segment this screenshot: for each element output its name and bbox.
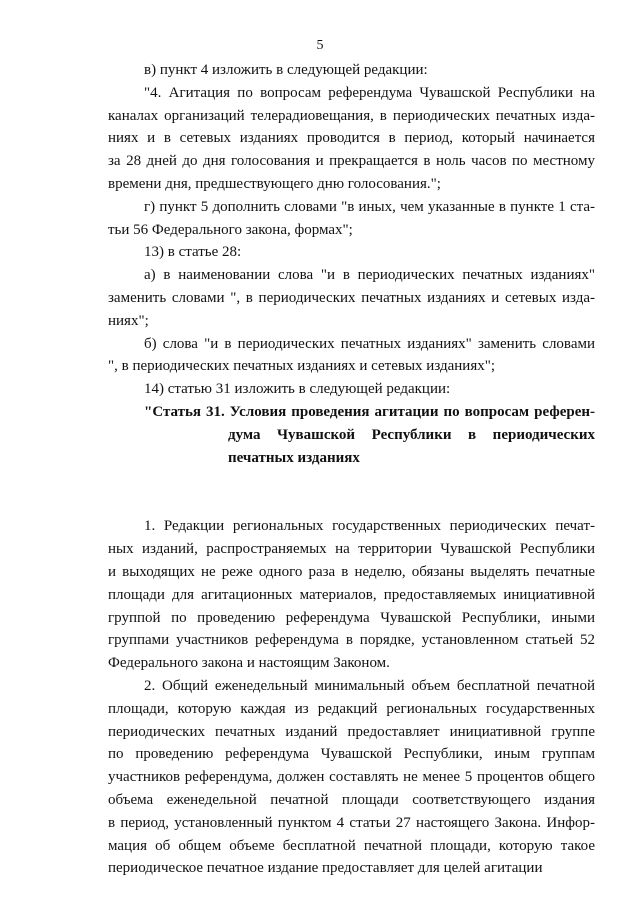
text-line: периодическое печатное издание предоставляет для целей агитации xyxy=(108,860,543,877)
text-line: каналах организаций телерадиовещания, в периодических печатных изда- xyxy=(108,107,595,124)
text-line: площади, которую каждая из редакций региональных государственных xyxy=(108,700,595,717)
text-line: а) в наименовании слова "и в периодических печатных изданиях" xyxy=(144,267,595,284)
text-line: заменить словами ", в периодических печатных изданиях и сетевых изда- xyxy=(108,289,595,306)
article-heading-line-3: печатных изданиях xyxy=(228,449,360,466)
page-number: 5 xyxy=(316,38,324,53)
article-heading-line-2: дума Чувашской Республики в периодических xyxy=(228,426,595,443)
text-line: времени дня, предшествующего дню голосования."; xyxy=(108,175,441,192)
text-line: г) пункт 5 дополнить словами "в иных, чем указанные в пункте 1 ста- xyxy=(144,198,595,215)
text-line: тьи 56 Федерального закона, формах"; xyxy=(108,221,353,238)
paragraph xyxy=(108,515,595,675)
paragraph xyxy=(108,82,595,196)
article-heading xyxy=(108,401,595,469)
text-line: объема еженедельной печатной площади соответствующего издания xyxy=(108,791,595,808)
paragraph xyxy=(108,675,595,880)
text-line: "4. Агитация по вопросам референдума Чувашской Республики на xyxy=(144,84,595,101)
text-line: ", в периодических печатных изданиях и сетевых изданиях"; xyxy=(108,358,496,375)
article-body xyxy=(108,515,595,880)
amendments-section xyxy=(108,59,595,401)
text-line: мация об общем объеме бесплатной печатной площади, которую такое xyxy=(108,837,595,854)
text-line: ниях"; xyxy=(108,312,149,329)
text-line: по проведению референдума Чувашской Республики, иным группам xyxy=(108,746,595,763)
text-line: участников референдума, должен составлять не менее 5 процентов общего xyxy=(108,769,595,786)
text-line: и выходящих не реже одного раза в неделю, обязаны выделять печатные xyxy=(108,563,595,580)
text-line: 14) статью 31 изложить в следующей редакции: xyxy=(144,381,451,398)
text-line: 13) в статье 28: xyxy=(144,244,242,261)
text-line: периодических печатных изданий предоставляет инициативной группе xyxy=(108,723,595,740)
text-line: группами участников референдума в порядке, установленном статьей 52 xyxy=(108,632,595,649)
paragraph xyxy=(108,196,595,242)
paragraph xyxy=(108,59,595,82)
text-line: ниях и в сетевых изданиях проводится в период, который начинается xyxy=(108,130,595,147)
text-line: 2. Общий еженедельный минимальный объем бесплатной печатной xyxy=(144,677,595,694)
paragraph xyxy=(108,264,595,332)
paragraph xyxy=(108,378,595,401)
text-line: группой по проведению референдума Чувашской Республики, иными xyxy=(108,609,595,626)
text-line: площади для агитационных материалов, предоставляемых инициативной xyxy=(108,586,595,603)
article-heading-line-1: "Статья 31. Условия проведения агитации по вопросам референ- xyxy=(144,403,595,420)
text-line: б) слова "и в периодических печатных изданиях" заменить словами xyxy=(144,335,595,352)
document-body xyxy=(108,59,595,880)
text-line: в период, установленный пунктом 4 статьи 27 настоящего Закона. Инфор- xyxy=(108,814,595,831)
text-line: за 28 дней до дня голосования и прекращается в ноль часов по местному xyxy=(108,153,595,170)
text-line: ных изданий, распространяемых на территории Чувашской Республики xyxy=(108,541,595,558)
text-line: 1. Редакции региональных государственных периодических печат- xyxy=(144,518,595,535)
paragraph xyxy=(108,241,595,264)
text-line: в) пункт 4 изложить в следующей редакции: xyxy=(144,62,428,78)
paragraph xyxy=(108,333,595,379)
text-line: Федерального закона и настоящим Законом. xyxy=(108,655,390,672)
